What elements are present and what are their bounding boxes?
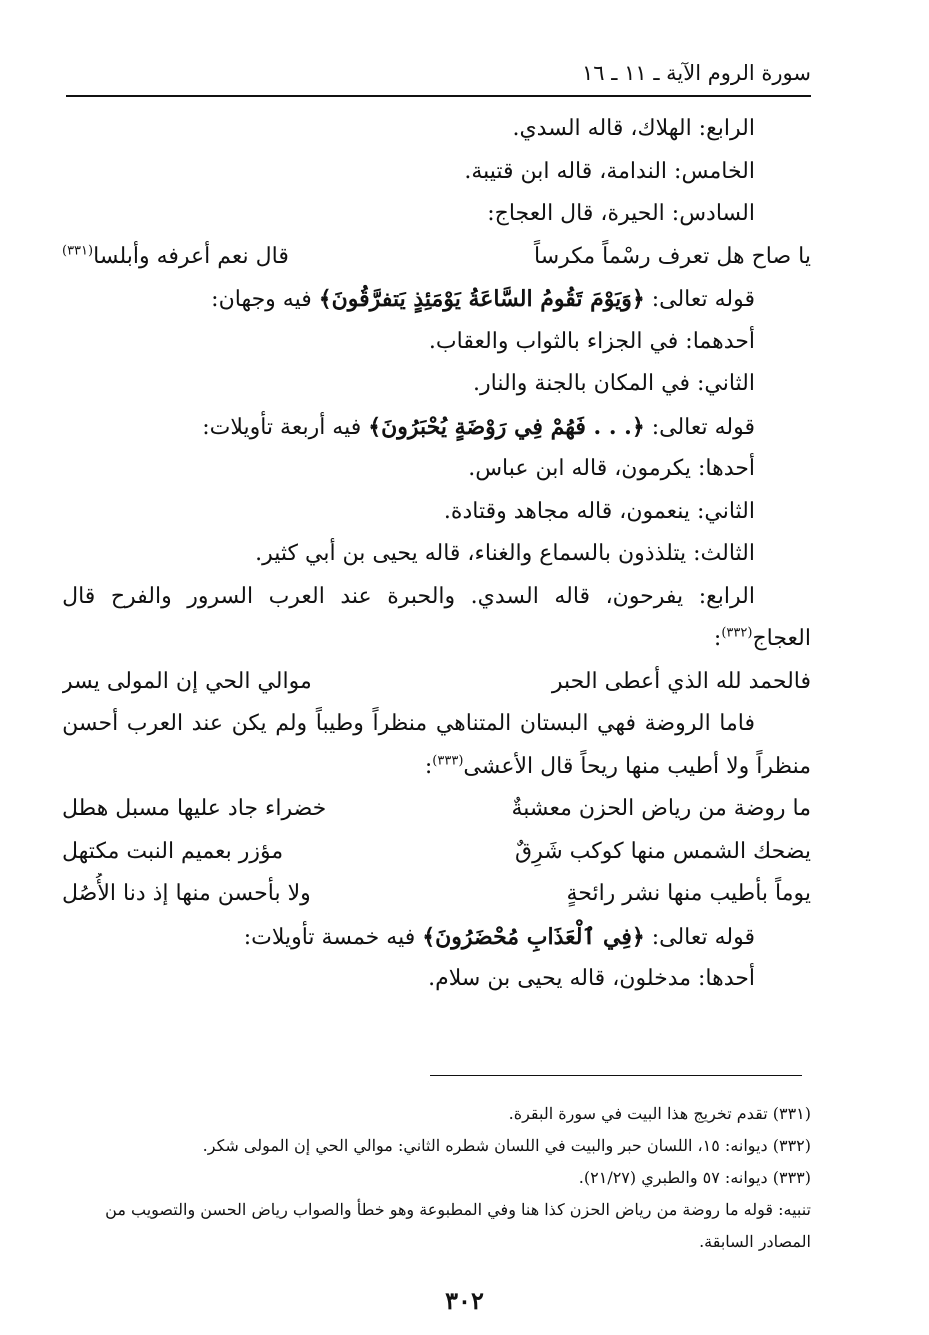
main-text — [62, 108, 811, 1001]
quran-quote: ﴿وَيَوْمَ تَقُومُ السَّاعَةُ يَوْمَئِذٍ يَتفرَّقُونَ﴾ — [318, 286, 645, 312]
page-number: ٣٠٢ — [445, 1286, 484, 1315]
text-line: السادس: الحيرة، قال العجاج: — [487, 201, 755, 226]
verse-line — [62, 788, 811, 831]
verse-line — [62, 661, 811, 704]
text-line-justified: الرابع: يفرحون، قاله السدي. والحبرة عند العرب السرور والفرح قال — [62, 583, 755, 609]
text-line: الثالث: يتلذذون بالسماع والغناء، قاله يحيى بن أبي كثير. — [255, 541, 755, 566]
verse-hemistich-second: مؤزر بعميم النبت مكتهل — [62, 838, 284, 864]
footnote-note: تنبيه: قوله ما روضة من رياض الحزن كذا هنا وفي المطبوعة وهو خطأ والصواب رياض الحسن والتصويب من المصادر السابقة. — [105, 1200, 811, 1251]
verse-hemistich-first: يا صاح هل تعرف رسْماً مكرساً — [533, 243, 811, 269]
text-line: أحدها: يكرمون، قاله ابن عباس. — [468, 456, 755, 481]
verse-hemistich-first: ما روضة من رياض الحزن معشبةٌ — [511, 796, 811, 821]
text-line-justified: فاما الروضة فهي البستان المتناهي منظراً وطيباً ولم يكن عند العرب أحسن — [62, 711, 755, 736]
text-line: الثاني: ينعمون، قاله مجاهد وقتادة. — [443, 498, 755, 524]
quran-quote: ﴿فِي ٱلْعَذَابِ مُحْضَرُونَ﴾ — [422, 923, 645, 950]
footnote: (٣٣٢) ديوانه: ١٥، اللسان حبر والبيت في اللسان شطره الثاني: موالي الحي إن المولى شكر. — [202, 1136, 811, 1155]
text-line: الرابع: الهلاك، قاله السدي. — [512, 116, 755, 141]
verse-hemistich-first: يوماً بأطيب منها نشر رائحةٍ — [566, 881, 811, 906]
verse-hemistich-second: موالي الحي إن المولى يسر — [62, 668, 312, 694]
footnote-rule — [430, 1075, 802, 1076]
text-line: الثاني: في المكان بالجنة والنار. — [473, 371, 755, 396]
verse-line — [62, 236, 811, 279]
verse-hemistich-second: خضراء جاد عليها مسبل هطل — [62, 796, 327, 821]
header-rule — [66, 95, 811, 97]
text-line: الخامس: الندامة، قاله ابن قتيبة. — [464, 158, 755, 184]
text-line: منظراً ولا أطيب منها ريحاً قال الأعشى$^{(٣٣٣)}$: — [424, 753, 811, 779]
quran-line: قوله تعالى: ﴿. . . فَهُمْ فِي رَوْضَةٍ يُحْبَرُونَ﴾ فيه أربعة تأويلات: — [202, 413, 755, 440]
text-line: أحدهما: في الجزاء بالثواب والعقاب. — [428, 328, 755, 354]
footnotes — [62, 1098, 811, 1258]
text-line: العجاج$^{(٣٣٢)}$: — [713, 625, 811, 651]
verse-hemistich-first: يضحك الشمس منها كوكب شَرِقٌ — [515, 838, 811, 864]
quran-line: قوله تعالى: ﴿وَيَوْمَ تَقُومُ السَّاعَةُ يَوْمَئِذٍ يَتفرَّقُونَ﴾ فيه وجهان: — [211, 286, 755, 312]
verse-hemistich-first: فالحمد لله الذي أعطى الحبر — [551, 668, 811, 694]
quran-line: قوله تعالى: ﴿فِي ٱلْعَذَابِ مُحْضَرُونَ﴾ فيه خمسة تأويلات: — [243, 923, 755, 950]
quran-quote: ﴿. . . فَهُمْ فِي رَوْضَةٍ يُحْبَرُونَ﴾ — [368, 413, 645, 440]
text-line: أحدها: مدخلون، قاله يحيى بن سلام. — [428, 966, 755, 991]
verse-hemistich-second: قال نعم أعرفه وأبلسا$^{(٣٣١)}$ — [62, 243, 289, 269]
footnote: (٣٣٣) ديوانه: ٥٧ والطبري (٢١/٢٧). — [578, 1168, 811, 1187]
footnote-ref: (٣٣٢) — [721, 625, 753, 641]
verse-hemistich-second: ولا بأحسن منها إذ دنا الأُصُل — [62, 881, 311, 906]
footnote-ref: (٣٣١) — [62, 243, 94, 259]
footnote-ref: (٣٣٣) — [432, 753, 464, 769]
verse-line — [62, 831, 811, 874]
footnote: (٣٣١) تقدم تخريج هذا البيت في سورة البقرة. — [508, 1104, 811, 1123]
verse-line — [62, 873, 811, 916]
running-header: سورة الروم الآية ـ ١١ ـ ١٦ — [582, 61, 811, 85]
